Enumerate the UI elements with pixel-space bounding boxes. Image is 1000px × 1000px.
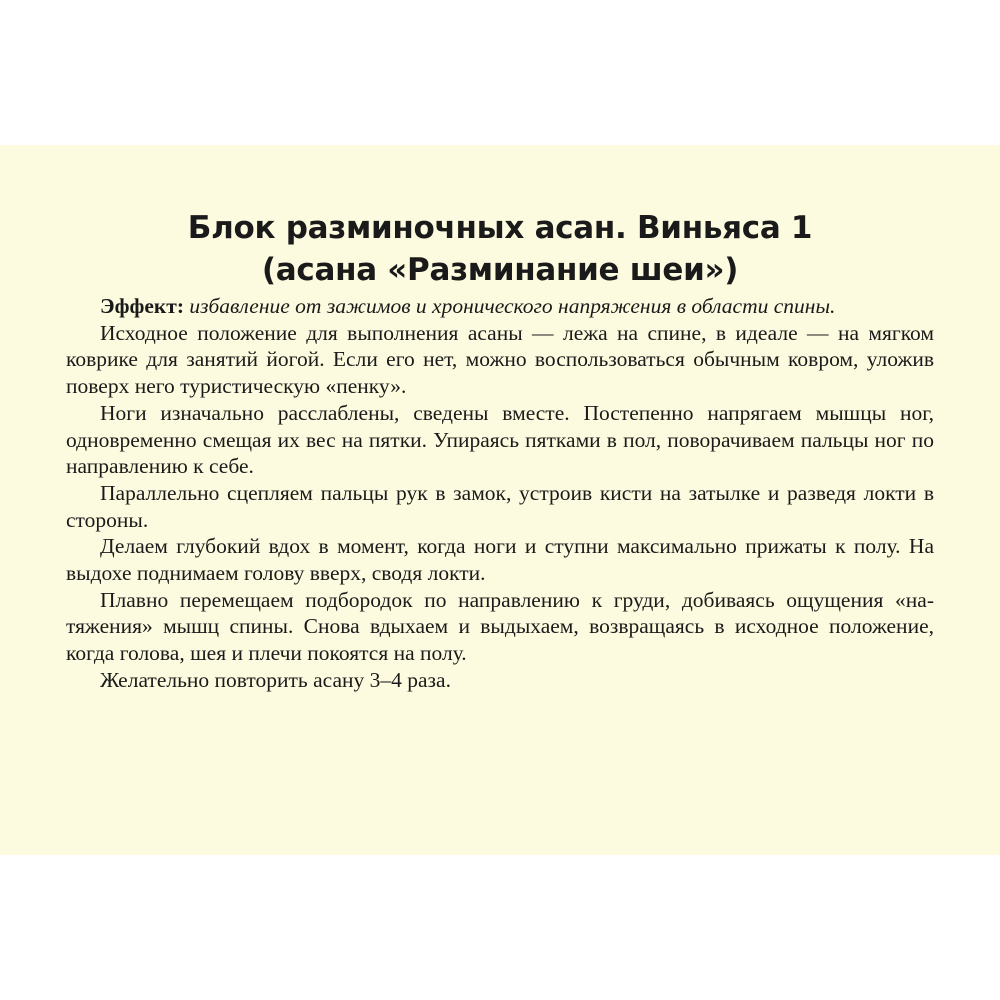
paragraph-chin: Плавно перемещаем подбородок по направлению к груди, добиваясь ощущения «натяжения» мышц спины. Снова вдыхаем и выдыхаем, возвращаясь в исходное положение, когда голова, шея и плечи покоятся на полу. [66,587,934,666]
paragraph-breath: Делаем глубокий вдох в момент, когда ноги и ступни максимально прижаты к полу. На выдохе поднимаем голову вверх, сводя локти. [66,534,934,586]
effect-label: Эффект: [100,294,184,318]
title-line-1: Блок разминочных асан. Виньяса 1 [187,210,813,246]
paragraph-starting-position: Исходное положение для выполнения асаны — лежа на спине, в идеале — на мягком коврике для занятий йогой. Если его нет, можно воспользоваться обычным ковром, уложив поверх него туристическую «пенку». [66,320,934,399]
paragraph-hands: Параллельно сцепляем пальцы рук в замок, устроив кисти на затылке и разведя локти в стороны. [66,480,934,532]
title-line-2: (асана «Разминание шеи») [261,252,739,288]
effect-text: избавление от зажимов и хронического напряжения в области спины. [189,294,836,318]
paragraph-legs: Ноги изначально расслаблены, сведены вместе. Постепенно напрягаем мышцы ног, одновременно смещая их вес на пятки. Упираясь пятками в пол, поворачиваем пальцы ног по направлению к себе. [66,400,934,479]
paragraph-repeat: Желательно повторить асану 3–4 раза. [100,667,451,692]
effect-paragraph [66,293,934,320]
article-body [66,293,934,694]
page-title [0,207,1000,291]
content-panel [0,145,1000,855]
